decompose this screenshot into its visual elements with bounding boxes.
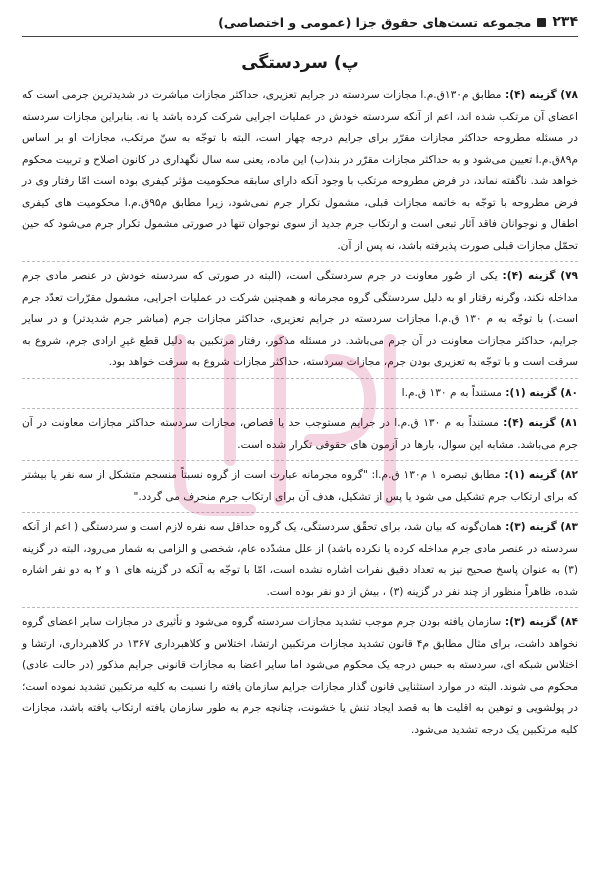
answer-option: گزینه (۳): [504,616,557,628]
answer-80 [22,378,578,405]
answer-text: مستنداً به م ۱۳۰ ق.م.ا در جرایم مستوجب حد یا قصاص، مجازات سردسته حداکثر مجازات معاونت در آن جرم می‌باشد. مشابه این سوال، بارها در آزمون های حقوقی تکرار شده است. [22,417,578,451]
answer-option: گزینه (۴): [504,89,557,101]
answer-number: ۸۳) [560,521,578,533]
answer-option: گزینه (۱): [505,386,557,399]
answer-78 [22,85,578,257]
answer-number: ۸۴) [560,616,578,628]
running-header [22,14,578,37]
answer-text: مطابق تبصره ۱ م۱۳۰ ق.م.ا: "گروه مجرمانه عبارت است از گروه نسبتاً منسجم متشکل از سه نفر یا بیشتر که برای ارتکاب جرم تشکیل می شود یا پس از تشکیل، هدف آن برای ارتکاب جرم منحرف می گردد." [22,469,578,503]
answer-number: ۸۲) [560,469,579,481]
answer-number: ۷۸) [560,89,579,101]
answer-text: یکی از صُور معاونت در جرم سردستگی است، (البته در صورتی که سردسته خودش در عنصر مادی جرم مداخله نکند، وگرنه رفتار او به دلیل سردستگی گروه مجرمانه و همچنین شرکت در عملیات اجرایی، مشمول مقرّرات تعدّد جرم است.) با توجّه به م ۱۳۰ ق.م.ا مجازات سردسته در جرایم تعزیری، حداکثر مجازات جرم (مباشر جرم شدیدتر) و در سایر جرایم، حداکثر مجازات معاونت در آن جرم می‌باشد. در مسئله مذکور، رفتار مرتکبین به دلیل قطع غیرِ ارادی جرم، شروع به سرقت است و با توجّه به تعزیری بودن جرم، مجازات سردسته، حداکثر مجازات شروع به سرقت خواهد بود. [22,270,578,368]
answer-83 [22,512,578,603]
answer-text: مطابق م۱۳۰ق.م.ا مجازات سردسته در جرایم تعزیری، حداکثر مجازات مباشرت در شدیدترین جرمی است که اعضای آن مرتکب شده اند، اعم از آنکه سردسته خودش در عملیات اجرایی شرکت کرده باشد یا نه. بنابراین مجازات سردسته در مسئله مطروحه حداکثر مجازات مقرّر برای جرایم درجه چهار است، البته با توجّه به سنّ مرتکب، مجازات او بر اساس م۸۹ق.م.ا تعیین می‌شود و به حداکثر مجازات مقرّر در بند(ب) این ماده، یعنی سه سال نگهداری در کانون اصلاح و تربیت محکوم خواهد شد. ناگفته نماند، در فرض مطروحه مرتکب با وجود آنکه دارای سابقه محکومیت مؤثر کیفری بوده است امّا رفتار وی در فرض مطروحه با توجّه به خاتمه مجازات قبلی، مشمول تکرار جرم نمی‌شود، زیرا مطابق م۹۵ق.م.ا محکومیت های کیفری اطفال و نوجوانان فاقد آثار تبعی است و ارتکاب جرم جدید از سوی نوجوان تنها در صورتی مشمول تکرار جرم می‌شود که حین تحمّل مجازات قبلی صورت پذیرفته باشد، نه پس از آن. [22,89,578,252]
answer-82 [22,460,578,508]
answer-text: همان‌گونه که بیان شد، برای تحقّق سردستگی، یک گروه حداقل سه نفره لازم است و سردستگی ( اعم از آنکه سردسته در عنصر مادی جرم مداخله کرده یا نکرده باشد) از علل مشدّده عام، شخصی و الزامی به شمار می‌رود، البته در گزینه (۳) به عنوان پاسخ صحیح نیز به تعداد دقیق نفرات اشاره نشده است، امّا با توجّه به آنکه در گزینه های ۱ و ۲ به دو نفر اشاره شده، ظاهراً منظور از چند نفر در گزینه (۳) ، بیش از دو نفر بوده است. [22,521,578,598]
answer-number: ۸۰) [560,386,578,399]
section-title: پ) سردستگی [241,53,359,73]
book-icon [537,18,546,27]
answer-option: گزینه (۴): [503,417,556,429]
book-title: مجموعه تست‌های حقوق جزا (عمومی و اختصاصی) [218,14,532,30]
answer-text: سازمان یافته بودن جرم موجب تشدید مجازات سردسته گروه می‌شود و تأثیری در مجازات سایر اعضای گروه نخواهد داشت، برای مثال مطابق م۴ قانون تشدید مجازات مرتکبین ارتشا، اختلاس و کلاهبرداری ۱۳۶۷ در کلاهبرداری، ارتشا و اختلاس شبکه ای، سردسته به حبس درجه یک محکوم می‌شود اما سایر اعضا به مجازات قانونی جرایم مذکور (در حالت عادی) محکوم می شوند. البته در موارد استثنایی قانون گذار مجازات جرایم سازمان یافته را نسبت به کلیه مرتکبین تشدید نموده است؛ در پولشویی و توهین به اقلیت ها به قصد ایجاد تنش یا خشونت، چنانچه جرم به طور سازمان یافته ارتکاب یافته باشد، مجازات کلیه مرتکبین یک درجه تشدید می‌شود. [22,616,579,736]
answer-79 [22,261,578,374]
answer-text: مستنداً به م ۱۳۰ ق.م.ا [401,386,502,399]
answer-number: ۷۹) [560,270,578,282]
answer-option: گزینه (۱): [504,469,557,481]
answer-number: ۸۱) [560,417,578,429]
answer-81 [22,408,578,456]
answer-option: گزینه (۳): [505,521,557,533]
page-number: ۲۳۴ [552,14,578,30]
answer-84 [22,607,578,741]
answer-option: گزینه (۴): [502,270,556,282]
